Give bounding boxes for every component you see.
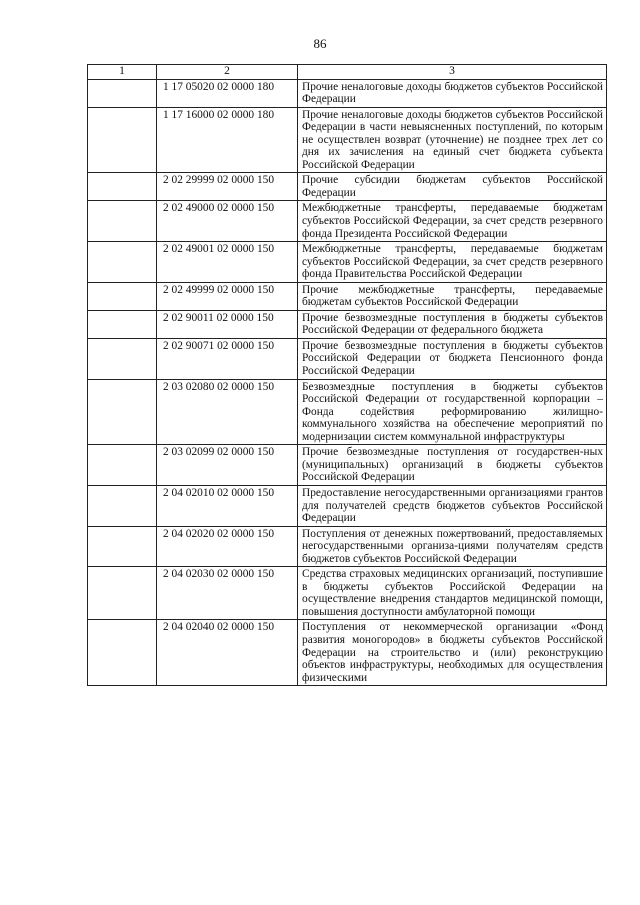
classification-code: 2 03 02080 02 0000 150	[157, 379, 298, 445]
classification-code: 2 04 02010 02 0000 150	[157, 485, 298, 526]
row-col1-cell	[88, 201, 157, 242]
classification-code: 2 03 02099 02 0000 150	[157, 445, 298, 486]
row-col1-cell	[88, 567, 157, 620]
row-description: Безвозмездные поступления в бюджеты субъектов Российской Федерации от государственной корпорации – Фонда содействия реформированию жилищно-коммунального хозяйства на обеспечение мероприятий по модернизации систем коммунальной инфраструктуры	[298, 379, 607, 445]
row-col1-cell	[88, 173, 157, 201]
classification-code: 2 02 49999 02 0000 150	[157, 282, 298, 310]
table-row	[88, 338, 607, 379]
row-description: Прочие безвозмездные поступления в бюджеты субъектов Российской Федерации от бюджета Пенсионного фонда Российской Федерации	[298, 338, 607, 379]
row-col1-cell	[88, 310, 157, 338]
row-description: Прочие безвозмездные поступления в бюджеты субъектов Российской Федерации от федерального бюджета	[298, 310, 607, 338]
classification-code: 2 04 02030 02 0000 150	[157, 567, 298, 620]
table-row	[88, 173, 607, 201]
table-row	[88, 445, 607, 486]
row-description: Прочие безвозмездные поступления от государствен-ных (муниципальных) организаций в бюджеты субъектов Российской Федерации	[298, 445, 607, 486]
table-row	[88, 620, 607, 686]
row-description: Средства страховых медицинских организаций, поступившие в бюджеты субъектов Российской Федерации на осуществление внедрения стандартов медицинской помощи, повышения доступности амбулаторной помощи	[298, 567, 607, 620]
classification-code: 2 04 02040 02 0000 150	[157, 620, 298, 686]
table-row	[88, 201, 607, 242]
column-header-2: 2	[157, 65, 298, 80]
classification-code: 2 02 29999 02 0000 150	[157, 173, 298, 201]
row-col1-cell	[88, 620, 157, 686]
row-description: Межбюджетные трансферты, передаваемые бюджетам субъектов Российской Федерации, за счет средств резервного фонда Президента Российской Федерации	[298, 201, 607, 242]
table-row	[88, 79, 607, 107]
row-col1-cell	[88, 526, 157, 567]
page-number: 86	[313, 36, 327, 51]
table-row	[88, 485, 607, 526]
row-col1-cell	[88, 282, 157, 310]
row-col1-cell	[88, 79, 157, 107]
row-description: Прочие неналоговые доходы бюджетов субъектов Российской Федерации	[298, 79, 607, 107]
classification-code: 2 02 90011 02 0000 150	[157, 310, 298, 338]
table-row	[88, 107, 607, 173]
classification-code: 2 04 02020 02 0000 150	[157, 526, 298, 567]
row-description: Прочие неналоговые доходы бюджетов субъектов Российской Федерации в части невыясненных поступлений, по которым не осуществлен возврат (уточнение) не позднее трех лет со дня их зачисления на единый счет бюджета субъекта Российской Федерации	[298, 107, 607, 173]
row-description: Предоставление негосударственными организациями грантов для получателей средств бюджетов субъектов Российской Федерации	[298, 485, 607, 526]
classification-code: 2 02 90071 02 0000 150	[157, 338, 298, 379]
table-row	[88, 310, 607, 338]
budget-classification-table	[87, 64, 607, 686]
column-header-1: 1	[88, 65, 157, 80]
row-col1-cell	[88, 338, 157, 379]
row-description: Поступления от некоммерческой организации «Фонд развития моногородов» в бюджеты субъектов Российской Федерации на строительство и (или) реконструкцию объектов инфраструктуры, необходимых для осуществления физическими	[298, 620, 607, 686]
classification-code: 2 02 49000 02 0000 150	[157, 201, 298, 242]
row-description: Поступления от денежных пожертвований, предоставляемых негосударственными организа-циями получателям средств бюджетов субъектов Российской Федерации	[298, 526, 607, 567]
classification-code: 2 02 49001 02 0000 150	[157, 242, 298, 283]
row-col1-cell	[88, 485, 157, 526]
table-row	[88, 379, 607, 445]
row-col1-cell	[88, 445, 157, 486]
table-row	[88, 242, 607, 283]
row-col1-cell	[88, 242, 157, 283]
classification-code: 1 17 05020 02 0000 180	[157, 79, 298, 107]
table-row	[88, 282, 607, 310]
row-col1-cell	[88, 107, 157, 173]
table-row	[88, 567, 607, 620]
row-col1-cell	[88, 379, 157, 445]
table-header-row	[88, 65, 607, 80]
row-description: Межбюджетные трансферты, передаваемые бюджетам субъектов Российской Федерации, за счет средств резервного фонда Правительства Российской Федерации	[298, 242, 607, 283]
row-description: Прочие субсидии бюджетам субъектов Российской Федерации	[298, 173, 607, 201]
row-description: Прочие межбюджетные трансферты, передаваемые бюджетам субъектов Российской Федерации	[298, 282, 607, 310]
column-header-3: 3	[298, 65, 607, 80]
classification-code: 1 17 16000 02 0000 180	[157, 107, 298, 173]
table-row	[88, 526, 607, 567]
